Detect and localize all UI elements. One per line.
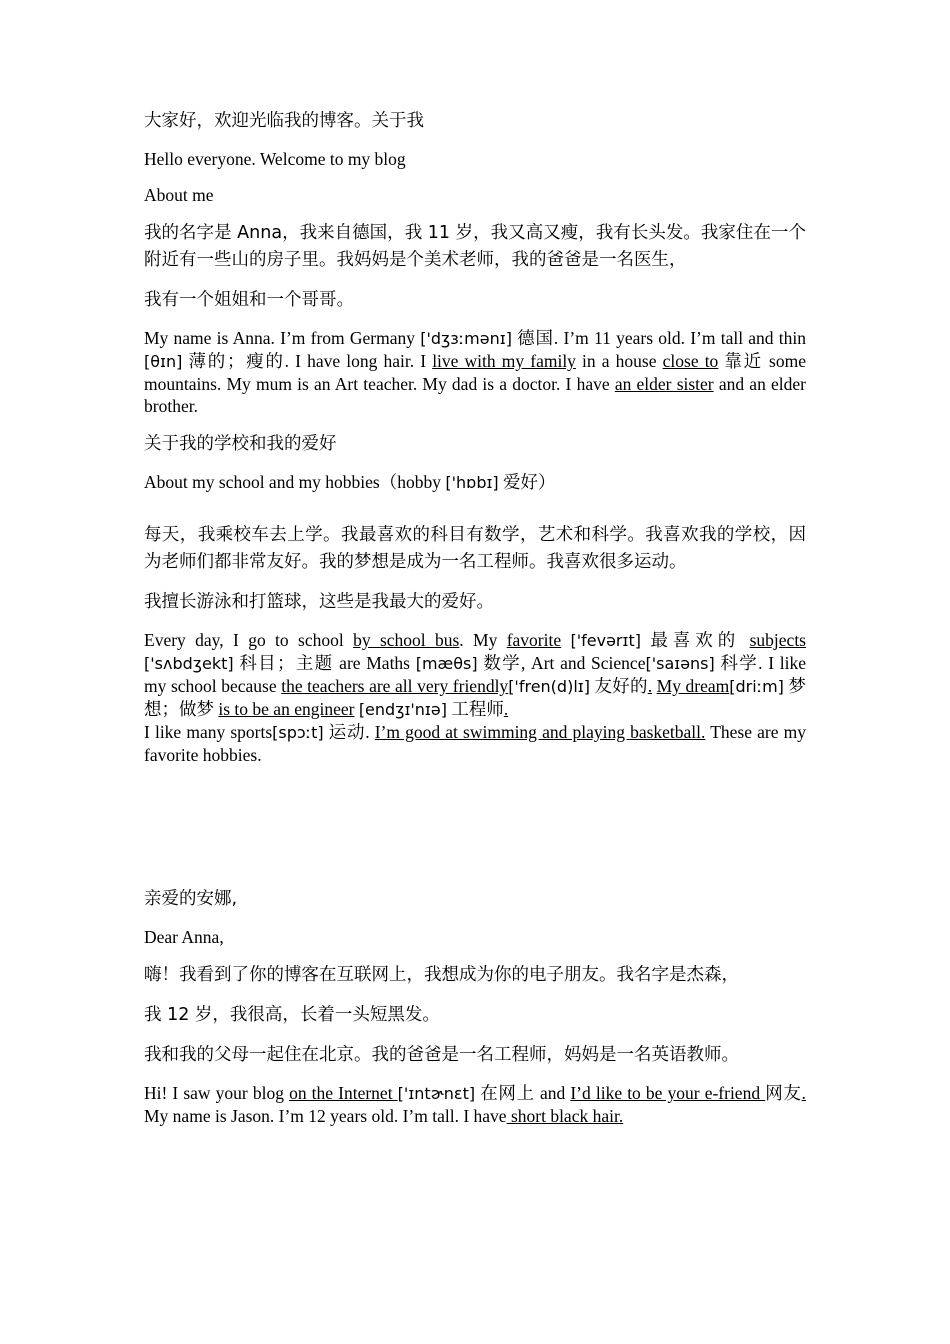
text-run: 薄的；瘦的. I have long hair. I [182,351,433,371]
spacer [144,780,806,886]
underlined-phrase: the teachers are all very friendly [281,676,509,696]
school-en-paragraph [144,629,806,766]
text-run: 网友 [765,1083,802,1103]
underlined-phrase: short black hair. [506,1106,624,1126]
text-run: in a house [575,351,663,371]
underlined-phrase: I’d like to be your e-friend [570,1083,766,1103]
text-run: 友好的 [589,676,648,696]
letter-en-paragraph [144,1082,806,1127]
phonetic: ['hɒbɪ] [445,473,499,492]
intro-en-paragraph [144,327,806,417]
text-run: Hi! I saw your blog [144,1083,290,1103]
underlined-phrase: an elder sister [614,374,714,394]
underlined-phrase: My dream [656,676,730,696]
blog-greeting-zh: 大家好，欢迎光临我的博客。关于我 [144,111,424,131]
phonetic: [spɔːt] [272,723,324,742]
text-run: . My [459,630,507,650]
about-me-heading: About me [144,185,214,205]
text-run: These are my favorite hobbies. [144,722,806,765]
blog-greeting-en: Hello everyone. Welcome to my blog [144,149,406,169]
underlined-phrase: subjects [749,630,806,650]
phonetic: ['sʌbdʒekt] [144,654,234,673]
phonetic: [θɪn] [144,352,183,371]
underlined-phrase: live with my family [432,351,576,371]
spacer [144,508,806,522]
phonetic: [mæθs] [415,654,478,673]
school-zh-paragraph: 每天，我乘校车去上学。我最喜欢的科目有数学，艺术和科学。我喜欢我的学校，因为老师们都非常友好。我的梦想是成为一名工程师。我喜欢很多运动。 [144,525,806,572]
document-page [144,108,806,1141]
letter-salutation-zh: 亲爱的安娜, [144,889,238,909]
text-run: 德国. I’m 11 years old. I’m tall and thin [511,328,807,348]
text-run: 科学. I like my school because [144,653,806,696]
text-run: My name is Anna. I’m from Germany [144,328,421,348]
text-run: and an elder brother. [144,374,806,416]
text-run: 梦想；做梦 [144,676,807,719]
underlined-phrase: . [503,699,509,719]
text-run: 爱好） [498,472,556,492]
underlined-phrase: close to [662,351,719,371]
underlined-phrase: is to be an engineer [218,699,355,719]
phonetic: ['ɪntɚnɛt] [397,1084,476,1103]
text-run: 最喜欢的 [640,630,750,650]
school-zh-line: 我擅长游泳和打篮球，这些是我最大的爱好。 [144,592,494,612]
phonetic: ['saɪəns] [645,654,715,673]
underlined-phrase: . [647,676,653,696]
underlined-phrase: favorite [506,630,562,650]
school-heading-zh: 关于我的学校和我的爱好 [144,434,337,454]
text-run: 科目；主题 are Maths [233,653,416,673]
letter-zh-line: 我和我的父母一起住在北京。我的爸爸是一名工程师，妈妈是一名英语教师。 [144,1045,739,1065]
text-run: I like many sports [144,722,273,742]
underlined-phrase: I’m good at swimming and playing basketball. [374,722,706,742]
letter-zh-line: 我 12 岁，我很高，长着一头短黑发。 [144,1005,440,1025]
phonetic: ['fevərɪt] [570,631,641,650]
intro-zh-paragraph: 我的名字是 Anna，我来自德国，我 11 岁，我又高又瘦，我有长头发。我家住在一个附近有一些山的房子里。我妈妈是个美术老师，我的爸爸是一名医生， [144,223,806,270]
text-run: 靠近 some mountains. My mum is an Art teacher. My dad is a doctor. I have [144,351,806,394]
phonetic: [driːm] [729,677,784,696]
text-run: 运动. [323,722,375,742]
text-run: 数学, Art and Science [477,653,646,673]
letter-salutation-en: Dear Anna, [144,927,224,947]
intro-zh-line: 我有一个姐姐和一个哥哥。 [144,290,354,310]
underlined-phrase: . [801,1083,807,1103]
text-run: 工程师 [446,699,504,719]
letter-zh-line: 嗨！我看到了你的博客在互联网上，我想成为你的电子朋友。我名字是杰森， [144,965,739,985]
phonetic: ['fren(d)lɪ] [508,677,590,696]
text-run: 在网上 and [475,1083,571,1103]
text-run: About my school and my hobbies（hobby [144,472,446,492]
text-run: Every day, I go to school [144,630,354,650]
school-heading-en [144,471,806,494]
underlined-phrase: on the Internet [289,1083,398,1103]
phonetic: ['dʒɜːmənɪ] [420,329,512,348]
text-run: My name is Jason. I’m 12 years old. I’m tall. I have [144,1106,507,1126]
phonetic: [endʒɪ'nɪə] [358,700,447,719]
underlined-phrase: by school bus [353,630,460,650]
